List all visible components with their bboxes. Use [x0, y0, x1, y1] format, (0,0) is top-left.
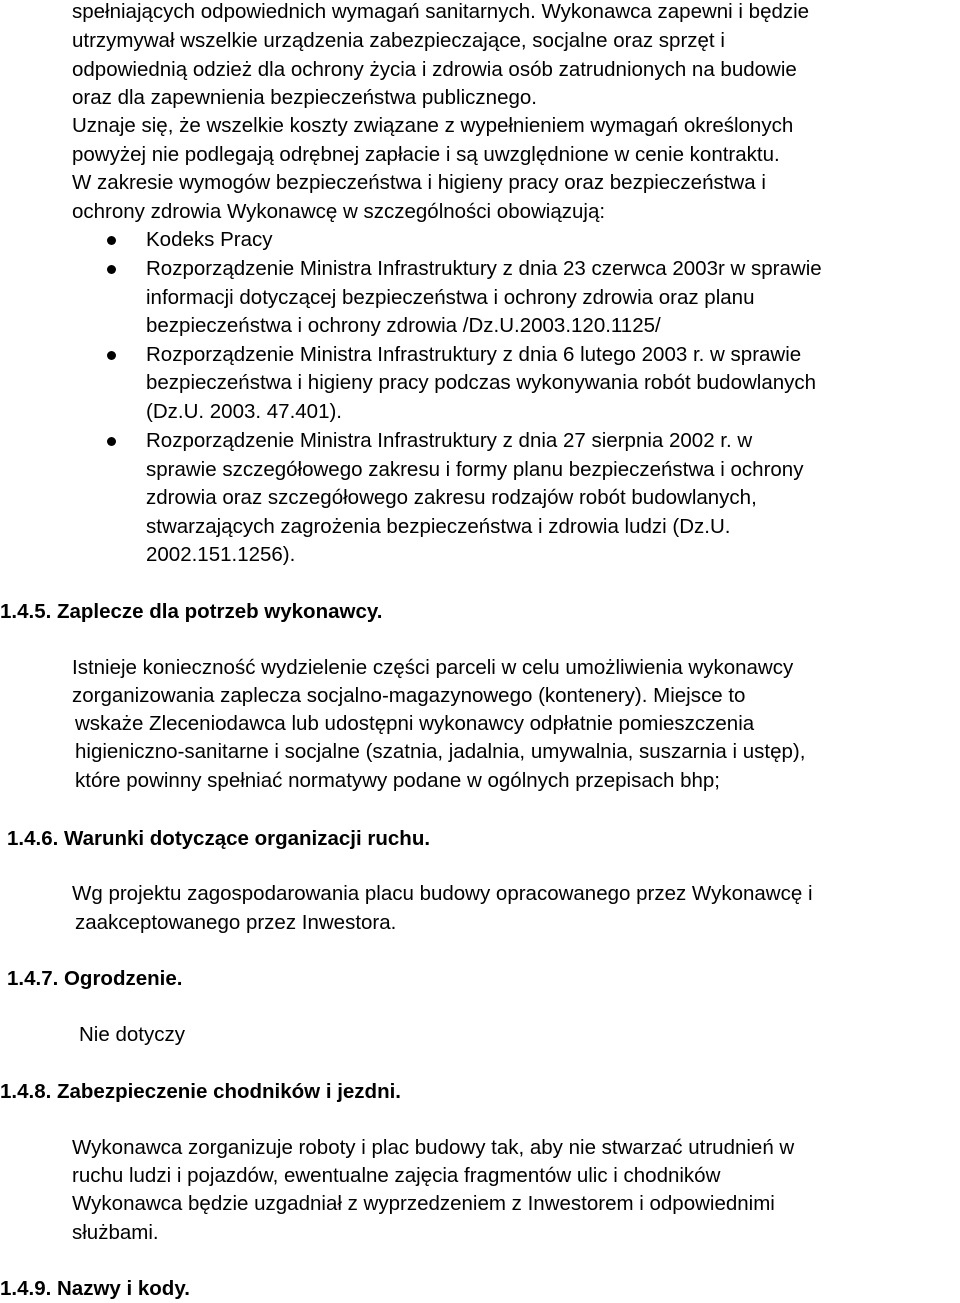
- text-line: ruchu ludzi i pojazdów, ewentualne zajęcia fragmentów ulic i chodników: [72, 1164, 721, 1187]
- text-line: Istnieje konieczność wydzielenie części parceli w celu umożliwienia wykonawcy: [72, 656, 794, 679]
- section-heading: 1.4.9. Nazwy i kody.: [0, 1277, 190, 1300]
- list-item-text: sprawie szczegółowego zakresu i formy planu bezpieczeństwa i ochrony: [146, 458, 804, 481]
- text-line: odpowiednią odzież dla ochrony życia i zdrowia osób zatrudnionych na budowie: [72, 58, 797, 81]
- text-line: Wykonawca będzie uzgadniał z wyprzedzeniem z Inwestorem i odpowiednimi: [72, 1192, 775, 1215]
- section-heading: 1.4.6. Warunki dotyczące organizacji ruchu.: [7, 827, 431, 850]
- text-line: oraz dla zapewnienia bezpieczeństwa publicznego.: [72, 86, 537, 109]
- text-line: wskaże Zleceniodawca lub udostępni wykonawcy odpłatnie pomieszczenia: [75, 712, 755, 735]
- list-item-text: Rozporządzenie Ministra Infrastruktury z dnia 23 czerwca 2003r w sprawie: [146, 257, 822, 280]
- text-line: zorganizowania zaplecza socjalno-magazynowego (kontenery). Miejsce to: [72, 684, 746, 707]
- text-line: powyżej nie podlegają odrębnej zapłacie i są uwzględnione w cenie kontraktu.: [72, 143, 780, 166]
- text-line: spełniających odpowiednich wymagań sanitarnych. Wykonawca zapewni i będzie: [72, 0, 810, 23]
- list-item-text: informacji dotyczącej bezpieczeństwa i ochrony zdrowia oraz planu: [146, 286, 755, 309]
- section-heading: 1.4.7. Ogrodzenie.: [7, 967, 183, 990]
- text-line: ochrony zdrowia Wykonawcę w szczególności obowiązują:: [72, 200, 606, 223]
- bullet-icon: [107, 236, 116, 245]
- list-item-text: zdrowia oraz szczegółowego zakresu rodzajów robót budowlanych,: [146, 486, 757, 509]
- text-line: Wykonawca zorganizuje roboty i plac budowy tak, aby nie stwarzać utrudnień w: [72, 1136, 795, 1159]
- list-item-text: Rozporządzenie Ministra Infrastruktury z dnia 6 lutego 2003 r. w sprawie: [146, 343, 802, 366]
- text-line: zaakceptowanego przez Inwestora.: [75, 911, 397, 934]
- bullet-icon: [107, 437, 116, 446]
- text-line: służbami.: [72, 1221, 159, 1244]
- bullet-icon: [107, 351, 116, 360]
- list-item-text: bezpieczeństwa i ochrony zdrowia /Dz.U.2003.120.1125/: [146, 314, 661, 337]
- list-item-text: stwarzających zagrożenia bezpieczeństwa i zdrowia ludzi (Dz.U.: [146, 515, 731, 538]
- list-item-text: Rozporządzenie Ministra Infrastruktury z dnia 27 sierpnia 2002 r. w: [146, 429, 753, 452]
- list-item-text: bezpieczeństwa i higieny pracy podczas wykonywania robót budowlanych: [146, 371, 817, 394]
- list-item-text: (Dz.U. 2003. 47.401).: [146, 400, 342, 423]
- text-line: higieniczno-sanitarne i socjalne (szatnia, jadalnia, umywalnia, suszarnia i ustęp),: [75, 740, 806, 763]
- text-line: utrzymywał wszelkie urządzenia zabezpieczające, socjalne oraz sprzęt i: [72, 29, 725, 52]
- text-line: W zakresie wymogów bezpieczeństwa i higieny pracy oraz bezpieczeństwa i: [72, 171, 766, 194]
- text-line: Uznaje się, że wszelkie koszty związane z wypełnieniem wymagań określonych: [72, 114, 794, 137]
- text-line: które powinny spełniać normatywy podane w ogólnych przepisach bhp;: [75, 769, 720, 792]
- list-item-text: Kodeks Pracy: [146, 228, 273, 251]
- text-line: Wg projektu zagospodarowania placu budowy opracowanego przez Wykonawcę i: [72, 882, 813, 905]
- section-heading: 1.4.5. Zaplecze dla potrzeb wykonawcy.: [0, 600, 383, 623]
- list-item-text: 2002.151.1256).: [146, 543, 296, 566]
- bullet-icon: [107, 265, 116, 274]
- text-line: Nie dotyczy: [79, 1023, 185, 1046]
- section-heading: 1.4.8. Zabezpieczenie chodników i jezdni.: [0, 1080, 401, 1103]
